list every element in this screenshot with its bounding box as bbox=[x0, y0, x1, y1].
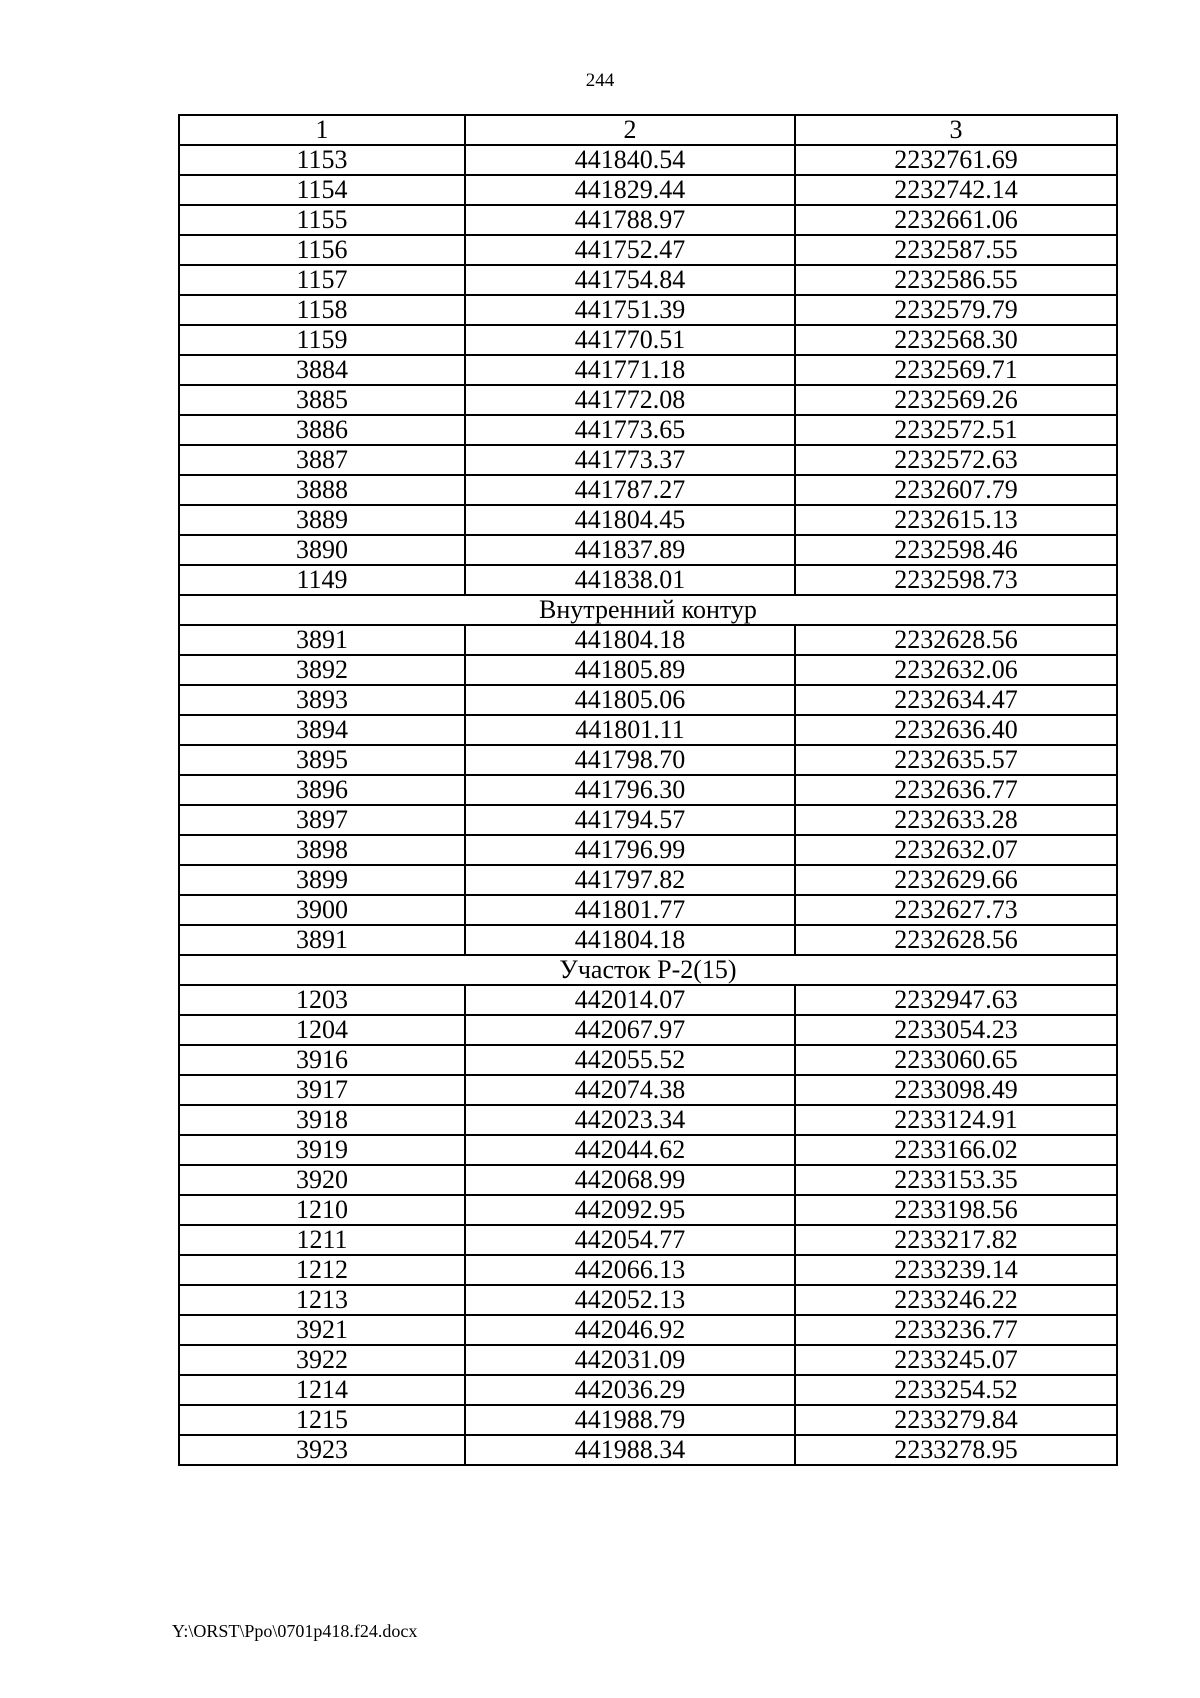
x-coordinate-cell: 442044.62 bbox=[465, 1135, 795, 1165]
point-number-cell: 3899 bbox=[179, 865, 465, 895]
x-coordinate-cell: 441837.89 bbox=[465, 535, 795, 565]
point-number-cell: 3892 bbox=[179, 655, 465, 685]
y-coordinate-cell: 2232598.73 bbox=[795, 565, 1117, 595]
y-coordinate-cell: 2233246.22 bbox=[795, 1285, 1117, 1315]
table-row bbox=[179, 1135, 1117, 1165]
y-coordinate-cell: 2232742.14 bbox=[795, 175, 1117, 205]
table-row bbox=[179, 1045, 1117, 1075]
table-row bbox=[179, 655, 1117, 685]
y-coordinate-cell: 2232632.07 bbox=[795, 835, 1117, 865]
header-cell-point: 1 bbox=[179, 115, 465, 145]
x-coordinate-cell: 441798.70 bbox=[465, 745, 795, 775]
x-coordinate-cell: 441801.77 bbox=[465, 895, 795, 925]
point-number-cell: 1204 bbox=[179, 1015, 465, 1045]
table-row bbox=[179, 415, 1117, 445]
header-cell-x: 2 bbox=[465, 115, 795, 145]
point-number-cell: 1159 bbox=[179, 325, 465, 355]
table-row bbox=[179, 625, 1117, 655]
table-row bbox=[179, 775, 1117, 805]
point-number-cell: 3891 bbox=[179, 625, 465, 655]
section-label: Участок Р-2(15) bbox=[179, 955, 1117, 985]
x-coordinate-cell: 441773.37 bbox=[465, 445, 795, 475]
table-row bbox=[179, 865, 1117, 895]
y-coordinate-cell: 2233153.35 bbox=[795, 1165, 1117, 1195]
point-number-cell: 3917 bbox=[179, 1075, 465, 1105]
header-cell-y: 3 bbox=[795, 115, 1117, 145]
x-coordinate-cell: 441773.65 bbox=[465, 415, 795, 445]
x-coordinate-cell: 441752.47 bbox=[465, 235, 795, 265]
x-coordinate-cell: 442068.99 bbox=[465, 1165, 795, 1195]
x-coordinate-cell: 441794.57 bbox=[465, 805, 795, 835]
point-number-cell: 3894 bbox=[179, 715, 465, 745]
table-row bbox=[179, 895, 1117, 925]
x-coordinate-cell: 441805.06 bbox=[465, 685, 795, 715]
x-coordinate-cell: 441796.99 bbox=[465, 835, 795, 865]
table-row bbox=[179, 145, 1117, 175]
section-row bbox=[179, 955, 1117, 985]
x-coordinate-cell: 441751.39 bbox=[465, 295, 795, 325]
y-coordinate-cell: 2232607.79 bbox=[795, 475, 1117, 505]
y-coordinate-cell: 2233098.49 bbox=[795, 1075, 1117, 1105]
x-coordinate-cell: 441829.44 bbox=[465, 175, 795, 205]
x-coordinate-cell: 442036.29 bbox=[465, 1375, 795, 1405]
y-coordinate-cell: 2233236.77 bbox=[795, 1315, 1117, 1345]
x-coordinate-cell: 441840.54 bbox=[465, 145, 795, 175]
table-row bbox=[179, 355, 1117, 385]
x-coordinate-cell: 442054.77 bbox=[465, 1225, 795, 1255]
x-coordinate-cell: 441805.89 bbox=[465, 655, 795, 685]
y-coordinate-cell: 2233278.95 bbox=[795, 1435, 1117, 1465]
y-coordinate-cell: 2232627.73 bbox=[795, 895, 1117, 925]
point-number-cell: 1149 bbox=[179, 565, 465, 595]
table-row bbox=[179, 715, 1117, 745]
y-coordinate-cell: 2232579.79 bbox=[795, 295, 1117, 325]
table-row bbox=[179, 745, 1117, 775]
file-path-footer: Y:\ORST\Ppo\0701p418.f24.docx bbox=[172, 1621, 418, 1641]
point-number-cell: 1214 bbox=[179, 1375, 465, 1405]
table-row bbox=[179, 1015, 1117, 1045]
point-number-cell: 3898 bbox=[179, 835, 465, 865]
point-number-cell: 1213 bbox=[179, 1285, 465, 1315]
y-coordinate-cell: 2232587.55 bbox=[795, 235, 1117, 265]
point-number-cell: 1157 bbox=[179, 265, 465, 295]
point-number-cell: 3890 bbox=[179, 535, 465, 565]
table-row bbox=[179, 835, 1117, 865]
x-coordinate-cell: 441796.30 bbox=[465, 775, 795, 805]
table-row bbox=[179, 175, 1117, 205]
y-coordinate-cell: 2233254.52 bbox=[795, 1375, 1117, 1405]
point-number-cell: 3923 bbox=[179, 1435, 465, 1465]
table-row bbox=[179, 475, 1117, 505]
point-number-cell: 3897 bbox=[179, 805, 465, 835]
table-row bbox=[179, 985, 1117, 1015]
table-row bbox=[179, 1255, 1117, 1285]
y-coordinate-cell: 2232947.63 bbox=[795, 985, 1117, 1015]
y-coordinate-cell: 2232628.56 bbox=[795, 925, 1117, 955]
y-coordinate-cell: 2232598.46 bbox=[795, 535, 1117, 565]
x-coordinate-cell: 442067.97 bbox=[465, 1015, 795, 1045]
x-coordinate-cell: 441787.27 bbox=[465, 475, 795, 505]
y-coordinate-cell: 2233198.56 bbox=[795, 1195, 1117, 1225]
section-row bbox=[179, 595, 1117, 625]
point-number-cell: 3900 bbox=[179, 895, 465, 925]
x-coordinate-cell: 441988.34 bbox=[465, 1435, 795, 1465]
y-coordinate-cell: 2233054.23 bbox=[795, 1015, 1117, 1045]
x-coordinate-cell: 441804.18 bbox=[465, 925, 795, 955]
y-coordinate-cell: 2232568.30 bbox=[795, 325, 1117, 355]
y-coordinate-cell: 2232569.71 bbox=[795, 355, 1117, 385]
section-label: Внутренний контур bbox=[179, 595, 1117, 625]
x-coordinate-cell: 441770.51 bbox=[465, 325, 795, 355]
x-coordinate-cell: 442023.34 bbox=[465, 1105, 795, 1135]
table-body bbox=[179, 145, 1117, 1465]
y-coordinate-cell: 2233279.84 bbox=[795, 1405, 1117, 1435]
point-number-cell: 3895 bbox=[179, 745, 465, 775]
table-row bbox=[179, 505, 1117, 535]
table-row bbox=[179, 205, 1117, 235]
table-row bbox=[179, 1375, 1117, 1405]
y-coordinate-cell: 2233060.65 bbox=[795, 1045, 1117, 1075]
table-row bbox=[179, 1195, 1117, 1225]
point-number-cell: 1203 bbox=[179, 985, 465, 1015]
table-row bbox=[179, 925, 1117, 955]
point-number-cell: 1153 bbox=[179, 145, 465, 175]
coordinates-table bbox=[178, 114, 1118, 1466]
y-coordinate-cell: 2232635.57 bbox=[795, 745, 1117, 775]
x-coordinate-cell: 442055.52 bbox=[465, 1045, 795, 1075]
y-coordinate-cell: 2232632.06 bbox=[795, 655, 1117, 685]
y-coordinate-cell: 2233166.02 bbox=[795, 1135, 1117, 1165]
y-coordinate-cell: 2232572.63 bbox=[795, 445, 1117, 475]
x-coordinate-cell: 442066.13 bbox=[465, 1255, 795, 1285]
y-coordinate-cell: 2232572.51 bbox=[795, 415, 1117, 445]
y-coordinate-cell: 2232636.40 bbox=[795, 715, 1117, 745]
table-row bbox=[179, 325, 1117, 355]
point-number-cell: 3887 bbox=[179, 445, 465, 475]
y-coordinate-cell: 2232615.13 bbox=[795, 505, 1117, 535]
x-coordinate-cell: 441771.18 bbox=[465, 355, 795, 385]
table-row bbox=[179, 385, 1117, 415]
x-coordinate-cell: 441788.97 bbox=[465, 205, 795, 235]
point-number-cell: 1158 bbox=[179, 295, 465, 325]
x-coordinate-cell: 441804.18 bbox=[465, 625, 795, 655]
point-number-cell: 1155 bbox=[179, 205, 465, 235]
point-number-cell: 3916 bbox=[179, 1045, 465, 1075]
table-header-row bbox=[179, 115, 1117, 145]
point-number-cell: 3889 bbox=[179, 505, 465, 535]
page-number: 244 bbox=[585, 70, 615, 91]
point-number-cell: 3893 bbox=[179, 685, 465, 715]
table-row bbox=[179, 565, 1117, 595]
y-coordinate-cell: 2233245.07 bbox=[795, 1345, 1117, 1375]
x-coordinate-cell: 441988.79 bbox=[465, 1405, 795, 1435]
point-number-cell: 1212 bbox=[179, 1255, 465, 1285]
x-coordinate-cell: 441797.82 bbox=[465, 865, 795, 895]
point-number-cell: 3885 bbox=[179, 385, 465, 415]
table-row bbox=[179, 265, 1117, 295]
y-coordinate-cell: 2232634.47 bbox=[795, 685, 1117, 715]
y-coordinate-cell: 2232586.55 bbox=[795, 265, 1117, 295]
table-row bbox=[179, 685, 1117, 715]
x-coordinate-cell: 442092.95 bbox=[465, 1195, 795, 1225]
point-number-cell: 3919 bbox=[179, 1135, 465, 1165]
point-number-cell: 1215 bbox=[179, 1405, 465, 1435]
point-number-cell: 1211 bbox=[179, 1225, 465, 1255]
x-coordinate-cell: 441801.11 bbox=[465, 715, 795, 745]
x-coordinate-cell: 441772.08 bbox=[465, 385, 795, 415]
table-row bbox=[179, 1225, 1117, 1255]
table-row bbox=[179, 1105, 1117, 1135]
x-coordinate-cell: 441804.45 bbox=[465, 505, 795, 535]
table-row bbox=[179, 445, 1117, 475]
x-coordinate-cell: 441754.84 bbox=[465, 265, 795, 295]
y-coordinate-cell: 2233124.91 bbox=[795, 1105, 1117, 1135]
point-number-cell: 3896 bbox=[179, 775, 465, 805]
x-coordinate-cell: 442046.92 bbox=[465, 1315, 795, 1345]
point-number-cell: 3886 bbox=[179, 415, 465, 445]
table-row bbox=[179, 1165, 1117, 1195]
point-number-cell: 3922 bbox=[179, 1345, 465, 1375]
table-row bbox=[179, 235, 1117, 265]
x-coordinate-cell: 442052.13 bbox=[465, 1285, 795, 1315]
table-row bbox=[179, 1405, 1117, 1435]
point-number-cell: 3888 bbox=[179, 475, 465, 505]
y-coordinate-cell: 2232628.56 bbox=[795, 625, 1117, 655]
point-number-cell: 3920 bbox=[179, 1165, 465, 1195]
point-number-cell: 1154 bbox=[179, 175, 465, 205]
y-coordinate-cell: 2232569.26 bbox=[795, 385, 1117, 415]
point-number-cell: 1210 bbox=[179, 1195, 465, 1225]
x-coordinate-cell: 442014.07 bbox=[465, 985, 795, 1015]
y-coordinate-cell: 2232761.69 bbox=[795, 145, 1117, 175]
table-row bbox=[179, 1285, 1117, 1315]
table-row bbox=[179, 1345, 1117, 1375]
table-row bbox=[179, 535, 1117, 565]
y-coordinate-cell: 2233217.82 bbox=[795, 1225, 1117, 1255]
y-coordinate-cell: 2232633.28 bbox=[795, 805, 1117, 835]
point-number-cell: 3921 bbox=[179, 1315, 465, 1345]
table-row bbox=[179, 295, 1117, 325]
table-row bbox=[179, 1315, 1117, 1345]
point-number-cell: 3918 bbox=[179, 1105, 465, 1135]
point-number-cell: 1156 bbox=[179, 235, 465, 265]
x-coordinate-cell: 442074.38 bbox=[465, 1075, 795, 1105]
table-row bbox=[179, 1075, 1117, 1105]
y-coordinate-cell: 2232636.77 bbox=[795, 775, 1117, 805]
table-row bbox=[179, 1435, 1117, 1465]
y-coordinate-cell: 2233239.14 bbox=[795, 1255, 1117, 1285]
point-number-cell: 3891 bbox=[179, 925, 465, 955]
x-coordinate-cell: 442031.09 bbox=[465, 1345, 795, 1375]
point-number-cell: 3884 bbox=[179, 355, 465, 385]
y-coordinate-cell: 2232661.06 bbox=[795, 205, 1117, 235]
table-row bbox=[179, 805, 1117, 835]
x-coordinate-cell: 441838.01 bbox=[465, 565, 795, 595]
y-coordinate-cell: 2232629.66 bbox=[795, 865, 1117, 895]
